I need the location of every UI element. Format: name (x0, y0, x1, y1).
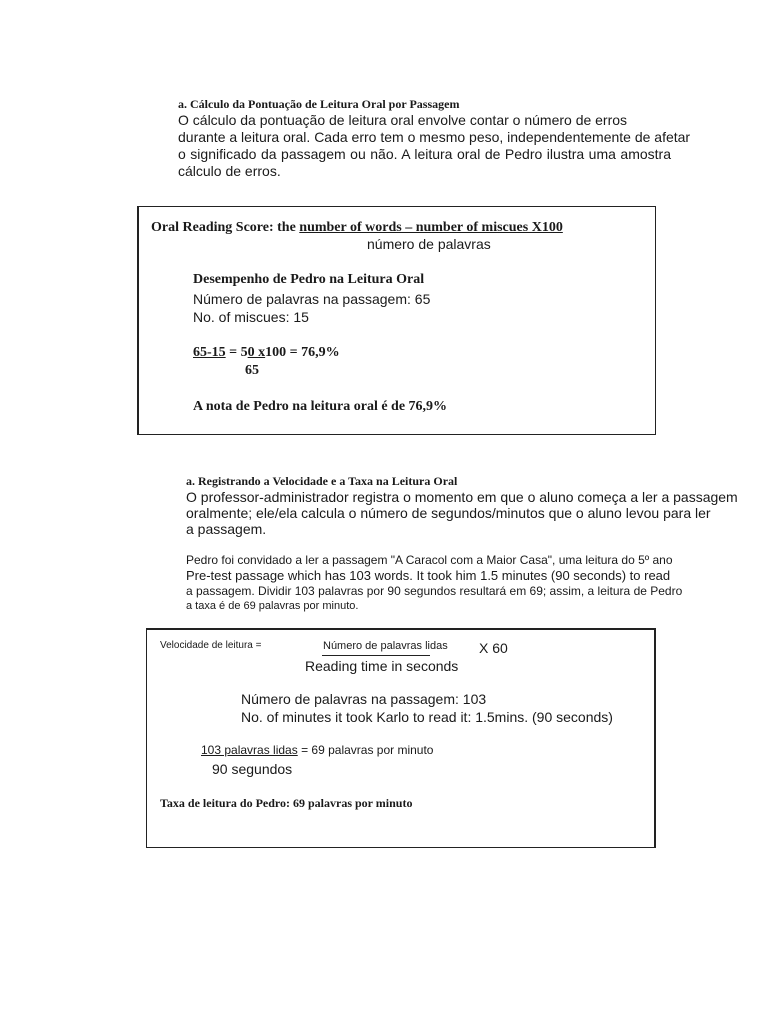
section2-line-1: O professor-administrador registra o momento em que o aluno começa a ler a passagem (186, 489, 738, 505)
calc-part-a: 65-15 (193, 345, 226, 360)
speed-times-60: X 60 (479, 640, 508, 656)
section2-para2-line-2: Pre-test passage which has 103 words. It took him 1.5 minutes (90 seconds) to read (186, 568, 671, 583)
calc-part-c: 0 x (247, 345, 266, 360)
box2-words-line: Número de palavras na passagem: 103 (241, 691, 487, 707)
section1-heading: a. Cálculo da Pontuação de Leitura Oral por Passagem (178, 97, 460, 111)
box2-result: Taxa de leitura do Pedro: 69 palavras por minuto (160, 796, 413, 810)
section1-line-3 (178, 146, 671, 162)
box1-title: Desempenho de Pedro na Leitura Oral (193, 272, 425, 287)
box1-words-line: Número de palavras na passagem: 65 (193, 291, 431, 307)
speed-fraction-line (322, 655, 430, 656)
box2-calc-rest: = 69 palavras por minuto (297, 743, 434, 757)
box1-calc-denominator: 65 (245, 363, 259, 378)
section1-line-4: cálculo de erros. (178, 163, 281, 179)
formula-prefix: Oral Reading Score: the (151, 220, 296, 235)
section1-line-3-text: o significado da passagem ou não. A leitura oral de Pedro ilustra uma amostra (178, 146, 671, 162)
section2-heading: a. Registrando a Velocidade e a Taxa na Leitura Oral (186, 474, 458, 488)
section2-para2-line-1: Pedro foi convidado a ler a passagem "A Caracol com a Maior Casa", uma leitura do 5º ano (186, 553, 673, 567)
box2-minutes-line: No. of minutes it took Karlo to read it: 1.5mins. (90 seconds) (241, 709, 613, 725)
box2-calc-denominator: 90 segundos (212, 761, 293, 777)
box1-miscues-line: No. of miscues: 15 (193, 309, 309, 325)
formula-line (151, 220, 563, 236)
section2-line-3: a passagem. (186, 521, 267, 537)
calc-part-b: = 5 (225, 345, 248, 360)
speed-numerator: Número de palavras lidas (323, 640, 448, 652)
speed-label: Velocidade de leitura = (160, 640, 262, 651)
section2-para2-line-4: a taxa é de 69 palavras por minuto. (186, 600, 359, 612)
box2-calculation (201, 743, 433, 757)
calc-part-d: 100 = 76,9% (265, 345, 340, 360)
formula-numerator: number of words – number of miscues X100 (299, 220, 563, 235)
section1-line-2: durante a leitura oral. Cada erro tem o mesmo peso, independentemente de afetar (178, 129, 691, 145)
section2-line-2: oralmente; ele/ela calcula o número de segundos/minutos que o aluno levou para ler (186, 505, 711, 521)
speed-denominator: Reading time in seconds (305, 658, 459, 674)
box1-result: A nota de Pedro na leitura oral é de 76,9% (193, 399, 448, 414)
section2-para2-line-3: a passagem. Dividir 103 palavras por 90 segundos resultará em 69; assim, a leitura de Pedro (186, 584, 683, 598)
formula-denominator: número de palavras (367, 236, 491, 252)
box1-calculation (193, 345, 340, 361)
section1-line-1: O cálculo da pontuação de leitura oral envolve contar o número de erros (178, 112, 628, 128)
box2-calc-numerator: 103 palavras lidas (201, 743, 298, 757)
